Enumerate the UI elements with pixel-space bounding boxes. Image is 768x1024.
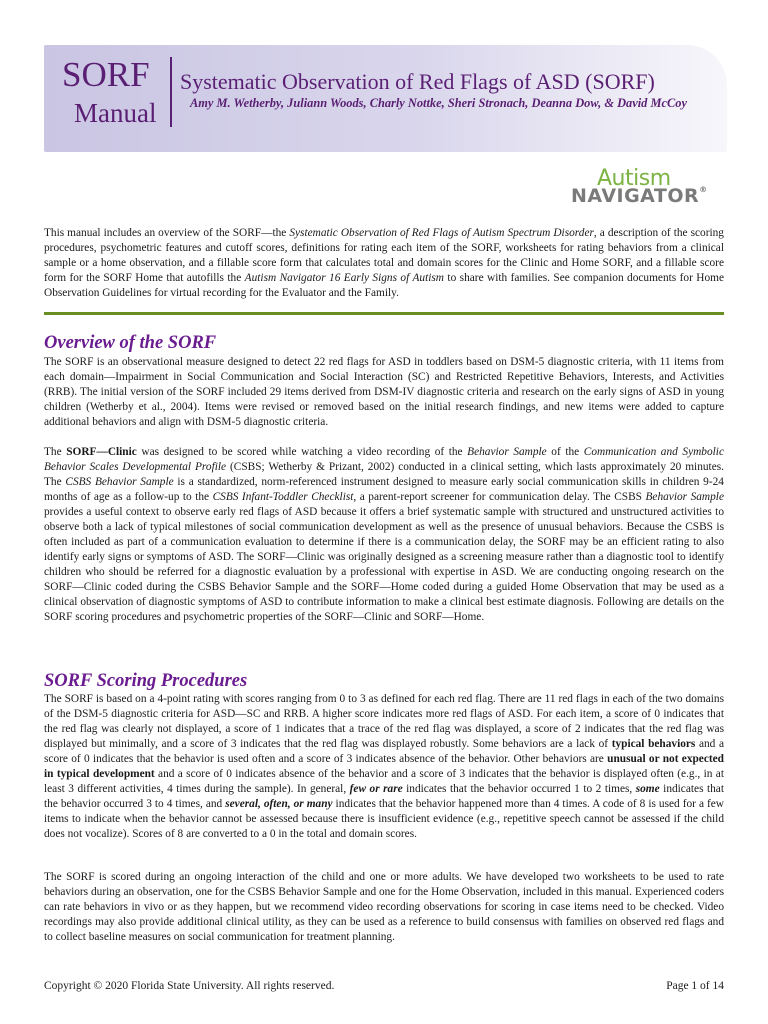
scoring-paragraph-1: [44, 692, 724, 842]
text-run: indicates that the behavior occurred 1 to 2 times,: [402, 783, 636, 795]
intro-text: to share with families. See companion documents for Home Observation Guidelines for virtual recording for the Evaluator and the Family.: [44, 272, 724, 299]
text-run: provides a useful context to observe early red flags of ASD because it offers a brief systematic sample with structured and unstructured activities to observe both a lack of typical milestones of social communication development as well as the presence of unusual behaviors. Because the CSBS is often included as part of a communication evaluation to determine if there is a communication delay, the SORF may be an efficient rating to also identify early signs or symptoms of ASD. The SORF—Clinic was originally designed as a screening measure rather than a diagnostic tool to identify children who should be referred for a diagnostic evaluation by a professional with expertise in ASD. We are conducting ongoing research on the SORF—Clinic coded during the CSBS Behavior Sample and the SORF—Home coded during a guided Home Observation that may be used as a clinical observation of diagnostic symptoms of ASD to contribute information to make a clinical best estimate diagnosis. Following are details on the SORF scoring procedures and psychometric properties of the SORF—Clinic and SORF—Home.: [44, 506, 724, 623]
overview-heading: Overview of the SORF: [44, 333, 217, 353]
bold-italic-run: some: [635, 783, 660, 795]
italic-run: CSBS Behavior Sample: [65, 476, 174, 488]
text-run: The: [44, 446, 67, 458]
logo-navigator-text: [571, 185, 708, 207]
scoring-paragraph-2: The SORF is scored during an ongoing interaction of the child and one or more adults. We have developed two worksheets to be used to rate behaviors during an observation, one for the CSBS Behavior Sample and one for the Home Observation, included in this manual. Experienced coders can rate behaviors in vivo or as they happen, but we recommend video recording observations for scoring in case items need to be checked. Video recordings may also provide additional clinical utility, as they can be used as a reference to build consensus with families on observed red flags and to collect baseline measures on social communication for treatment planning.: [44, 871, 724, 943]
bold-run: SORF—Clinic: [66, 446, 137, 458]
logo-autism-text: Autism: [597, 166, 671, 191]
text-run: was designed to be scored while watching a video recording of the: [136, 446, 468, 458]
bold-run: typical behaviors: [611, 738, 696, 750]
italic-run: Communication and Symbolic Behavior Scales Developmental Profile: [44, 446, 724, 473]
intro-italic: Autism Navigator 16 Early Signs of Autism: [244, 272, 444, 284]
italic-run: CSBS Infant-Toddler Checklist: [212, 491, 354, 503]
text-run: is a standardized, norm-referenced instrument designed to measure early social communication skills in children 9-24 months of age as a follow-up to the: [44, 476, 724, 503]
text-run: indicates that the behavior occurred 3 to 4 times, and: [44, 783, 724, 810]
sorf-label: SORF: [62, 55, 150, 94]
header-divider: [170, 57, 172, 127]
bold-italic-run: several, often, or many: [225, 798, 333, 810]
text-run: and a score of 0 indicates absence of the behavior and a score of 3 indicates that the behavior is displayed often (e.g., in at least 3 different activities, 4 times during the sample). In general,: [44, 768, 724, 795]
intro-italic: Systematic Observation of Red Flags of Autism Spectrum Disorder: [289, 227, 594, 239]
bold-run: unusual or not expected in typical development: [44, 753, 724, 780]
italic-run: Behavior Sample: [645, 491, 724, 503]
section-divider: [44, 312, 724, 315]
text-run: (CSBS; Wetherby & Prizant, 2002) conducted in a clinical setting, which lasts approximately 20 minutes. The: [44, 461, 724, 488]
text-run: and a score of 0 indicates that the behavior is used often and a score of 3 indicates absence of the behavior. Other behaviors are: [44, 738, 725, 765]
document-title: Systematic Observation of Red Flags of ASD (SORF): [180, 69, 655, 94]
page-number: Page 1 of 14: [666, 980, 724, 992]
overview-paragraph-1: The SORF is an observational measure designed to detect 22 red flags for ASD in toddlers based on DSM-5 diagnostic criteria, with 11 items from each domain—Impairment in Social Communication and Social Interaction (SC) and Restricted Repetitive Behaviors, Interests, and Activities (RRB). The initial version of the SORF included 29 items derived from DSM-IV diagnostic criteria and research on the early signs of ASD in young children (Wetherby et al., 2004). Items were revised or removed based on the initial research findings, and new items were added to capture additional behaviors and align with DSM-5 diagnostic criteria.: [44, 356, 724, 428]
intro-text: This manual includes an overview of the SORF—the: [44, 227, 290, 239]
text-run: indicates that the behavior happened more than 4 times. A code of 8 is used for a few items to indicate when the behavior cannot be assessed because there is insufficient evidence (e.g., repetitive speech cannot be assessed if the child does not vocalize). Scores of 8 are converted to a 0 in the total and domain scores.: [44, 798, 724, 840]
registered-mark: ®: [699, 185, 708, 194]
authors: Amy M. Wetherby, Juliann Woods, Charly Nottke, Sheri Stronach, Deanna Dow, & David McCoy: [190, 96, 687, 110]
italic-run: Behavior Sample: [467, 446, 547, 458]
logo-navigator-word: NAVIGATOR: [571, 185, 700, 207]
bold-italic-run: few or rare: [349, 783, 403, 795]
scoring-heading: SORF Scoring Procedures: [44, 671, 248, 691]
intro-paragraph: [44, 226, 724, 301]
autism-navigator-logo: [571, 166, 708, 216]
copyright-footer: Copyright © 2020 Florida State University. All rights reserved.: [44, 980, 335, 992]
overview-paragraph-2: [44, 445, 724, 625]
text-run: , a parent-report screener for communication delay. The CSBS: [353, 491, 646, 503]
manual-label: Manual: [74, 98, 157, 128]
text-run: of the: [546, 446, 584, 458]
text-run: The SORF is based on a 4-point rating with scores ranging from 0 to 3 as defined for each red flag. There are 11 red flags in each of the two domains of the DSM-5 diagnostic criteria for ASD—SC and RRB. A higher score indicates more red flags of ASD. For each item, a score of 0 indicates that the red flag was clearly not displayed, a score of 1 indicates that a trace of the red flag was displayed, a score of 2 indicates that the red flag was displayed but minimally, and a score of 3 indicates that the red flag was displayed robustly. Some behaviors are a lack of: [44, 693, 724, 750]
intro-text: , a description of the scoring procedures, psychometric features and cutoff scores, definitions for rating each item of the SORF, worksheets for rating behaviors from a clinical sample or a home observation, and a fillable score form that calculates total and domain scores for the Clinic and Home SORF, and a fillable score form for the SORF Home that autofills the: [44, 227, 724, 284]
